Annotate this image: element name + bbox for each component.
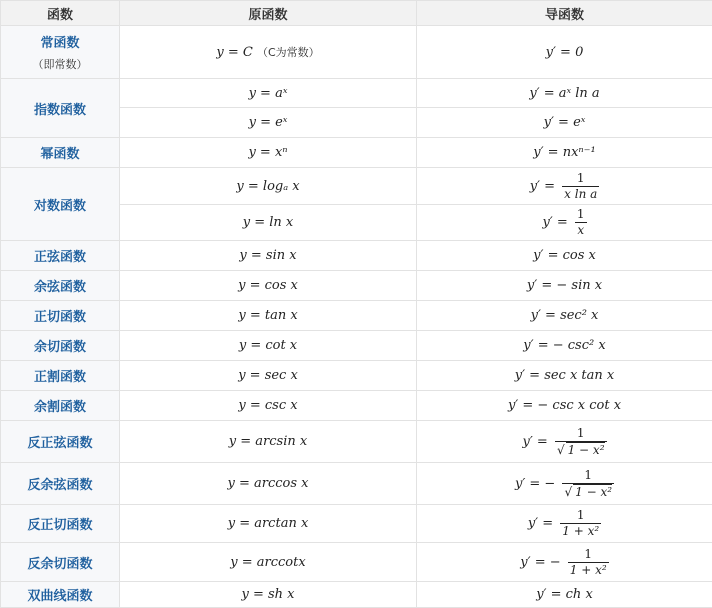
original-formula: y = eˣ — [249, 115, 288, 130]
fraction-numerator: 1 — [555, 426, 607, 441]
derivative-function — [417, 205, 712, 241]
header-row — [1, 1, 712, 26]
derivative-formula: y′ = 0 — [546, 45, 584, 60]
derivative-formula: y′ = nxⁿ⁻¹ — [533, 145, 596, 160]
table-row — [1, 301, 712, 331]
derivative-function — [417, 138, 712, 168]
original-function — [120, 505, 417, 543]
header-derivative: 导函数 — [417, 1, 712, 26]
function-name — [1, 582, 120, 608]
original-function — [120, 582, 417, 608]
fraction-numerator: 1 — [562, 171, 599, 186]
function-name-label: 对数函数 — [34, 199, 86, 214]
derivative-formula: y′ = sec x tan x — [515, 368, 615, 383]
fraction-denominator: 1 + x² — [560, 523, 601, 539]
derivative-function — [417, 79, 712, 108]
fraction-denominator — [562, 483, 614, 500]
derivative-function — [417, 361, 712, 391]
function-name — [1, 271, 120, 301]
derivative-function — [417, 582, 712, 608]
table-row — [1, 361, 712, 391]
fraction-numerator: 1 — [560, 508, 601, 523]
original-function — [120, 108, 417, 138]
derivative-function — [417, 168, 712, 205]
sqrt-icon: √ — [564, 485, 572, 499]
derivative-lhs: y′ = — [528, 516, 553, 531]
original-function — [120, 463, 417, 505]
function-name-label: 反余切函数 — [27, 557, 92, 572]
table-row — [1, 79, 712, 108]
derivative-function — [417, 271, 712, 301]
original-function — [120, 301, 417, 331]
derivative-function — [417, 108, 712, 138]
derivative-function — [417, 505, 712, 543]
function-name-label: 反正切函数 — [27, 518, 92, 533]
table-row — [1, 138, 712, 168]
derivative-lhs: y′ = — [522, 434, 547, 449]
original-formula: y = sh x — [241, 587, 294, 602]
original-function — [120, 168, 417, 205]
derivative-function — [417, 463, 712, 505]
table-row — [1, 391, 712, 421]
header-function: 函数 — [1, 1, 120, 26]
fraction-numerator: 1 — [575, 207, 587, 222]
derivative-formula: y′ = aˣ ln a — [529, 86, 599, 101]
function-name-label: 幂函数 — [40, 147, 79, 162]
original-formula: y = arcsin x — [229, 434, 307, 449]
derivative-formula: y′ = − csc² x — [523, 338, 605, 353]
original-function — [120, 138, 417, 168]
original-formula: y = arccotx — [230, 555, 305, 570]
sqrt-radicand: 1 − x² — [573, 484, 612, 500]
function-name-label: 余切函数 — [34, 340, 86, 355]
derivative-formula: y′ = ch x — [536, 587, 593, 602]
table-row — [1, 543, 712, 582]
original-formula: y = logₐ x — [236, 179, 299, 194]
fraction-denominator — [555, 441, 607, 458]
function-name — [1, 391, 120, 421]
fraction-denominator: x ln a — [562, 186, 599, 202]
fraction-denominator: 1 + x² — [568, 562, 609, 578]
function-name-label: 余割函数 — [34, 400, 86, 415]
table-row — [1, 271, 712, 301]
table-row — [1, 582, 712, 608]
fraction — [560, 508, 601, 539]
derivative-lhs: y′ = — [542, 215, 567, 230]
original-formula: y = arctan x — [228, 516, 309, 531]
original-formula: y = cos x — [238, 278, 298, 293]
table-row — [1, 421, 712, 463]
original-function — [120, 79, 417, 108]
function-name-label: 指数函数 — [34, 103, 86, 118]
original-formula: y = ln x — [243, 215, 294, 230]
derivative-formula: y′ = sec² x — [531, 308, 599, 323]
derivative-function — [417, 421, 712, 463]
function-name-label: 反余弦函数 — [27, 478, 92, 493]
original-function — [120, 361, 417, 391]
function-name — [1, 241, 120, 271]
fraction-numerator: 1 — [562, 468, 614, 483]
fraction — [562, 171, 599, 202]
original-function — [120, 391, 417, 421]
original-function — [120, 543, 417, 582]
fraction — [568, 547, 609, 578]
function-name — [1, 168, 120, 241]
original-function — [120, 331, 417, 361]
sqrt-radicand: 1 − x² — [566, 442, 605, 458]
table-row — [1, 168, 712, 205]
original-note: （C为常数） — [257, 46, 320, 59]
derivative-function — [417, 543, 712, 582]
original-formula: y = C — [216, 45, 252, 60]
table-row — [1, 463, 712, 505]
original-formula: y = xⁿ — [248, 145, 287, 160]
original-function — [120, 241, 417, 271]
function-name-label: 双曲线函数 — [27, 589, 92, 604]
function-name-label: 常函数 — [40, 36, 79, 51]
function-name-label: 反正弦函数 — [27, 436, 92, 451]
table-row — [1, 26, 712, 79]
function-name-label: 正割函数 — [34, 370, 86, 385]
original-function — [120, 26, 417, 79]
original-formula: y = sec x — [238, 368, 298, 383]
function-name-label: 正弦函数 — [34, 250, 86, 265]
fraction — [575, 207, 587, 238]
original-function — [120, 205, 417, 241]
fraction-numerator: 1 — [568, 547, 609, 562]
function-name — [1, 79, 120, 138]
function-name — [1, 331, 120, 361]
function-name — [1, 26, 120, 79]
fraction-denominator: x — [575, 222, 587, 238]
derivative-function — [417, 331, 712, 361]
function-name — [1, 138, 120, 168]
derivative-formula: y′ = cos x — [533, 248, 596, 263]
function-name-label: 余弦函数 — [34, 280, 86, 295]
original-function — [120, 421, 417, 463]
fraction — [562, 468, 614, 500]
derivative-function — [417, 301, 712, 331]
original-formula: y = aˣ — [249, 86, 288, 101]
function-name — [1, 421, 120, 463]
function-name — [1, 361, 120, 391]
function-name — [1, 543, 120, 582]
derivative-lhs: y′ = — [530, 179, 555, 194]
derivative-formula: y′ = eˣ — [544, 115, 586, 130]
function-name-label: 正切函数 — [34, 310, 86, 325]
table-row — [1, 241, 712, 271]
original-formula: y = csc x — [238, 398, 297, 413]
function-name — [1, 301, 120, 331]
function-name — [1, 505, 120, 543]
original-formula: y = arccos x — [228, 476, 309, 491]
derivative-formula: y′ = − sin x — [527, 278, 602, 293]
header-original: 原函数 — [120, 1, 417, 26]
derivative-function — [417, 26, 712, 79]
sqrt-icon: √ — [557, 443, 565, 457]
function-name — [1, 463, 120, 505]
derivative-lhs: y′ = − — [520, 555, 560, 570]
derivative-lhs: y′ = − — [515, 476, 555, 491]
original-formula: y = sin x — [239, 248, 296, 263]
original-function — [120, 271, 417, 301]
derivative-function — [417, 241, 712, 271]
table-row — [1, 505, 712, 543]
table-row — [1, 331, 712, 361]
function-name-sub: （即常数） — [1, 56, 119, 72]
fraction — [555, 426, 607, 458]
derivative-function — [417, 391, 712, 421]
original-formula: y = cot x — [239, 338, 297, 353]
original-formula: y = tan x — [238, 308, 297, 323]
derivative-formula: y′ = − csc x cot x — [508, 398, 621, 413]
